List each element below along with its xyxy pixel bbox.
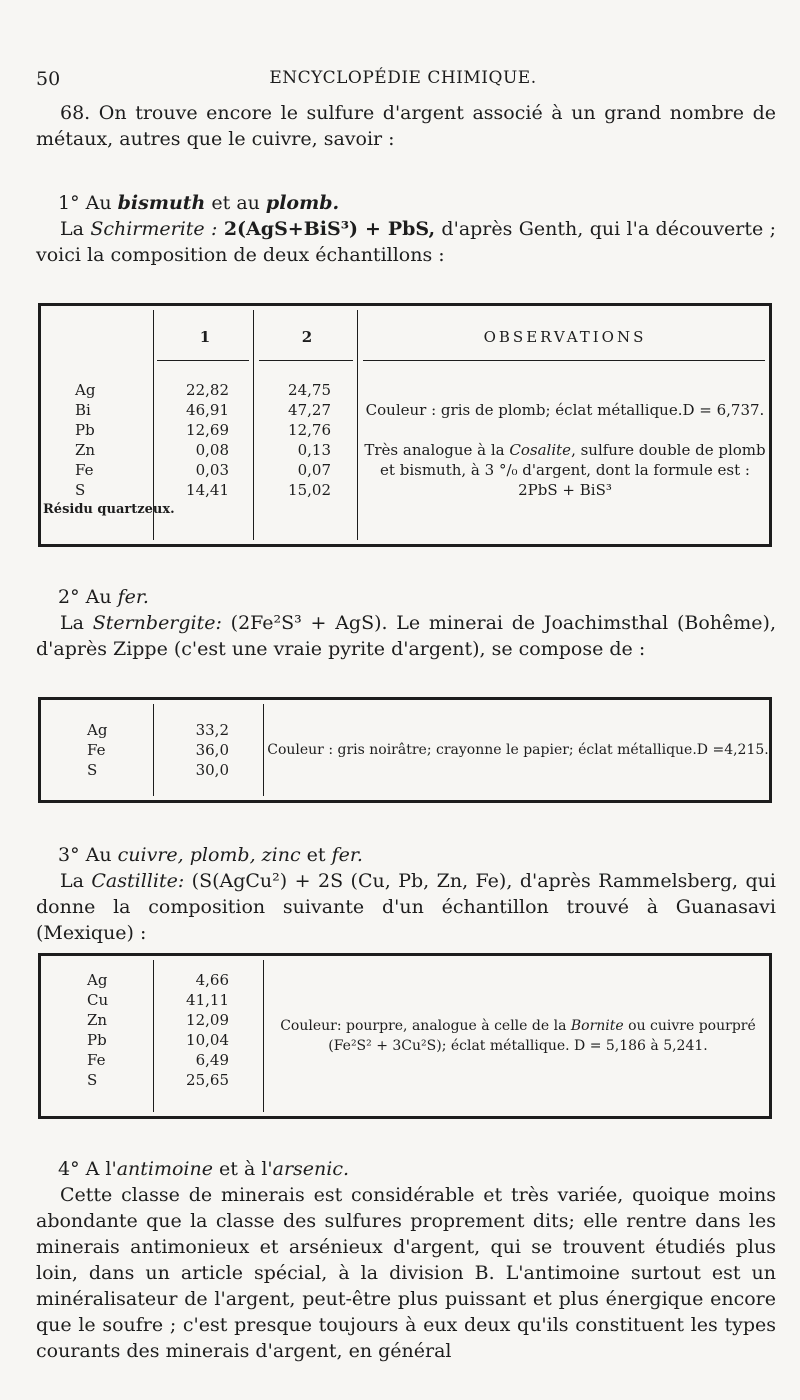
section3-metal-b: fer. <box>331 844 363 866</box>
value-cell: 10,04 <box>186 1031 229 1049</box>
section3-metals: cuivre, plomb, zinc <box>117 844 301 866</box>
element-cell: Bi <box>75 401 91 419</box>
element-cell: Pb <box>75 421 95 439</box>
element-cell: Fe <box>87 741 106 759</box>
sample2-cell: 0,07 <box>297 461 331 479</box>
sample2-column <box>253 380 331 500</box>
section1-heading: 1° Au bismuth et au plomb. <box>58 192 340 214</box>
value-cell: 4,66 <box>195 971 229 989</box>
sample1-cell: 0,03 <box>195 461 229 479</box>
page-header <box>36 68 770 94</box>
value-cell: 36,0 <box>195 741 229 759</box>
element-cell: Pb <box>87 1031 107 1049</box>
sample2-cell: 15,02 <box>288 481 331 499</box>
section4-element-b: arsenic. <box>272 1158 350 1180</box>
obs-line: et bismuth, à 3 °/₀ d'argent, dont la formule est : <box>380 461 750 479</box>
col-header-1: 1 <box>199 328 211 346</box>
section3-heading: 3° Au cuivre, plomb, zinc et fer. <box>58 844 363 866</box>
value-cell: 30,0 <box>195 761 229 779</box>
element-cell: S <box>87 1071 98 1089</box>
section2-heading: 2° Au fer. <box>58 586 149 608</box>
section4-heading: 4° A l'antimoine et à l'arsenic. <box>58 1158 350 1180</box>
schirmerite-observations <box>361 400 769 500</box>
sample2-cell: 0,13 <box>297 441 331 459</box>
schirmerite-table <box>38 303 772 547</box>
sample1-cell: 12,69 <box>186 421 229 439</box>
section1-metal-b: plomb. <box>265 192 340 214</box>
sample2-cell: 47,27 <box>288 401 331 419</box>
section3-paragraph: La Castillite: (S(AgCu²) + 2S (Cu, Pb, Zn, Fe), d'après Rammelsberg, qui donne la composition suivante d'un échantillon trouvé à Guanasavi (Mexique) : <box>36 870 776 944</box>
sample1-cell: 0,08 <box>195 441 229 459</box>
section2-metal: fer. <box>117 586 149 608</box>
value-cell: 6,49 <box>195 1051 229 1069</box>
mineral-name: Castillite: <box>91 870 185 892</box>
sample1-cell: 14,41 <box>186 481 229 499</box>
sternbergite-observations: Couleur : gris noirâtre; crayonne le papier; éclat métallique.D =4,215. <box>267 742 769 758</box>
intro-paragraph: 68. On trouve encore le sulfure d'argent associé à un grand nombre de métaux, autres que le cuivre, savoir : <box>36 102 776 150</box>
section2-paragraph: La Sternbergite: (2Fe²S³ + AgS). Le minerai de Joachimsthal (Bohême), d'après Zippe (c'est une vraie pyrite d'argent), se compose de : <box>36 612 776 660</box>
section4-element-a: antimoine <box>116 1158 213 1180</box>
value-column <box>153 720 229 780</box>
element-cell: Ag <box>87 721 108 739</box>
element-column <box>41 380 175 520</box>
mineral-formula: (2Fe²S³ + AgS). <box>221 612 388 634</box>
element-cell: Cu <box>87 991 109 1009</box>
value-cell: 33,2 <box>195 721 229 739</box>
obs-line: Très analogue à la Cosalite, sulfure double de plomb <box>364 441 766 459</box>
element-cell: S <box>75 481 86 499</box>
element-cell: Zn <box>75 441 96 459</box>
sample1-cell: 46,91 <box>186 401 229 419</box>
running-title: ENCYCLOPÉDIE CHIMIQUE. <box>269 68 537 88</box>
element-cell: Zn <box>87 1011 108 1029</box>
sample1-cell: 22,82 <box>186 381 229 399</box>
page-number: 50 <box>36 68 61 90</box>
element-cell: Fe <box>87 1051 106 1069</box>
observations-header: OBSERVATIONS <box>483 328 647 346</box>
section1-metal-a: bismuth <box>117 192 206 214</box>
value-cell: 12,09 <box>186 1011 229 1029</box>
element-column <box>41 970 153 1090</box>
sternbergite-table <box>38 697 772 803</box>
element-cell: S <box>87 761 98 779</box>
value-cell: 25,65 <box>186 1071 229 1089</box>
mineral-name: Sternbergite: <box>92 612 222 634</box>
sample2-cell: 12,76 <box>288 421 331 439</box>
castillite-observations <box>267 1016 769 1056</box>
obs-line: Couleur: pourpre, analogue à celle de la Bornite ou cuivre pourpré <box>280 1018 756 1034</box>
element-cell: Ag <box>87 971 108 989</box>
mineral-formula: 2(AgS+BiS³) + PbS, <box>223 218 436 240</box>
obs-line: Couleur : gris de plomb; éclat métallique.D = 6,737. <box>365 401 765 419</box>
castillite-table <box>38 953 772 1119</box>
mineral-formula: (S(AgCu²) + 2S (Cu, Pb, Zn, Fe), <box>184 870 513 892</box>
sample1-column <box>153 380 229 500</box>
element-cell: Résidu quartzeux. <box>43 502 175 517</box>
value-column <box>153 970 229 1090</box>
section4-paragraph: Cette classe de minerais est considérable et très variée, quoique moins abondante que la classe des sulfures proprement dits; elle rentre dans les minerais antimonieux et arsénieux d'argent, qui se trouvent étudiés plus loin, dans un article spécial, à la division B. L'antimoine surtout est un minéralisateur de l'argent, peut-être plus puissant et plus énergique encore que le soufre ; c'est presque toujours à eux deux qu'ils constituent les types courants des minerais d'argent, en général <box>36 1184 776 1362</box>
section1-paragraph: La Schirmerite : 2(AgS+BiS³) + PbS, d'après Genth, qui l'a découverte ; voici la composition de deux échantillons : <box>36 218 776 266</box>
col-header-2: 2 <box>301 328 313 346</box>
obs-line: (Fe²S² + 3Cu²S); éclat métallique. D = 5,186 à 5,241. <box>328 1038 708 1054</box>
element-cell: Fe <box>75 461 94 479</box>
obs-line: 2PbS + BiS³ <box>518 481 612 499</box>
sample2-cell: 24,75 <box>288 381 331 399</box>
value-cell: 41,11 <box>186 991 229 1009</box>
element-cell: Ag <box>75 381 96 399</box>
element-column <box>41 720 153 780</box>
mineral-name: Schirmerite : <box>90 218 224 240</box>
